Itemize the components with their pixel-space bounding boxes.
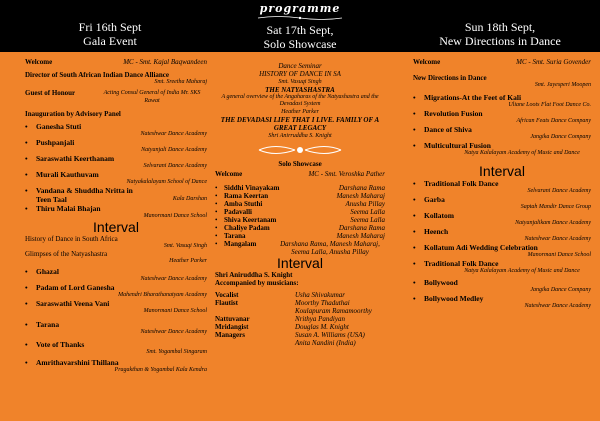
director-name: Smt. Sreetha Maharaj <box>154 79 207 85</box>
list-item: • Multicultural Fusion Natya Kalalayam Academy of Music and Dance <box>413 141 580 156</box>
list-item: • Tarana Nateshwar Dance Academy <box>25 320 207 335</box>
history-presenter: Smt. Vasuqi Singh <box>163 243 207 249</box>
sunday-items-2 <box>413 179 591 310</box>
seminar-label: Dance Seminar <box>278 62 322 70</box>
header-right-line1: Sun 18th Sept, <box>464 20 536 34</box>
gala-items-1 <box>25 122 207 220</box>
list-item: • Ghazal Nateshwar Dance Academy <box>25 267 207 282</box>
list-item: • Traditional Folk Dance Natya Kalalayam Academy of Music and Dance <box>413 259 580 274</box>
list-item: • Mangalam Darshana Rama, Manesh Maharaj, Seema Lalla, Anusha Pillay <box>215 240 380 256</box>
musician-row: Flautist Moorthy Thaduthai <box>215 299 350 307</box>
musician-row: Nattuvanar Nrithya Pandiyan <box>215 315 345 323</box>
musician-row: Vocalist Usha Shivakumar <box>215 291 345 299</box>
musicians-list <box>215 291 385 347</box>
welcome-row <box>215 170 385 178</box>
seminar-title-3: THE DEVADASI LIFE THAT I LIVE. FAMILY OF A GREAT LEGACY <box>220 116 380 132</box>
solo-items <box>215 184 385 256</box>
list-item: • Pushpanjali Natyanjali Dance Academy <box>25 138 207 153</box>
list-item: • Ganesha Stuti Nateshwar Dance Academy <box>25 122 207 137</box>
glimpses-label: Glimpses of the Natyashastra <box>25 250 108 258</box>
logo-ornament <box>256 15 344 21</box>
seminar-presenter-2: Heather Parker <box>281 109 319 115</box>
knight-label: Shri Aniruddha S. Knight <box>215 271 293 279</box>
seminar-presenter-1: Smt. Vasuqi Singh <box>278 79 322 85</box>
musician-row: Anita Nandini (India) <box>295 339 356 347</box>
header-right-line2: New Directions in Dance <box>439 34 561 48</box>
header-left <box>35 20 185 48</box>
list-item: • Padavalli Seema Lalla <box>215 208 385 216</box>
welcome-row <box>25 58 207 66</box>
list-item: • Revolution Fusion African Feats Dance Company <box>413 109 591 124</box>
seminar-presenter-3: Shri Anirruddha S. Knight <box>268 133 332 139</box>
welcome-label: Welcome <box>413 58 441 66</box>
solo-showcase-label: Solo Showcase <box>278 160 322 168</box>
list-item: • Amrithavarshini Thillana Pragakthan & Yogambal Kala Kendra <box>25 358 207 373</box>
list-item: • Chaliye Padam Darshana Rama <box>215 224 385 232</box>
list-item: • Shiva Keertanam Seema Lalla <box>215 216 385 224</box>
list-item: • Heench Nateshwar Dance Academy <box>413 227 591 242</box>
new-directions-presenter: Smt. Jayesperi Moopen <box>534 82 591 88</box>
list-item: • Bollywood Jangika Dance Company <box>413 278 591 293</box>
header-middle-line1: Sat 17th Sept, <box>266 23 334 37</box>
list-item: • Kollatum Adi Wedding Celebration Manormani Dance School <box>413 243 591 258</box>
header-middle-line2: Solo Showcase <box>263 37 337 51</box>
director-label: Director of South African Indian Dance Alliance <box>25 71 170 79</box>
musician-row: Managers Susan A. Williams (USA) <box>215 331 365 339</box>
seminar-title-2: THE NATYASHASTRA <box>265 86 335 94</box>
guest-name: Acting Consul General of India Mr. SKS Rawat <box>103 90 201 104</box>
history-label: History of Dance in South Africa <box>25 235 118 243</box>
welcome-mc: MC - Smt. Veroshka Pather <box>308 170 385 178</box>
guest-row <box>25 89 207 105</box>
list-item: • Murali Kauthuvam Natyakalalayam School of Dance <box>25 170 207 185</box>
programme-logo: programme <box>259 2 341 15</box>
musician-row: Koulapuram Ramamoorthy <box>295 307 372 315</box>
header-left-line1: Fri 16th Sept <box>78 20 142 34</box>
list-item: • Migrations-At the Feet of Kali Uliane Loots Flat Foot Dance Co. <box>413 93 591 108</box>
list-item: • Amba Stuthi Anusha Pillay <box>215 200 385 208</box>
list-item: • Rama Keertan Manesh Maharaj <box>215 192 385 200</box>
welcome-label: Welcome <box>25 58 53 66</box>
column-saturday <box>215 58 385 347</box>
column-sunday <box>413 58 591 310</box>
header-right <box>410 20 590 48</box>
seminar-title-1: HISTORY OF DANCE IN SA <box>259 70 341 78</box>
header-middle <box>230 23 370 51</box>
sunday-items-1 <box>413 93 591 157</box>
list-item: • Bollywood Medley Nateshwar Dance Academy <box>413 294 591 309</box>
welcome-row <box>413 58 591 66</box>
interval-heading: Interval <box>277 255 323 271</box>
list-item: • Vote of Thanks Smt. Yogambal Singaram <box>25 340 207 355</box>
new-directions-label: New Directions in Dance <box>413 74 487 82</box>
welcome-label: Welcome <box>215 170 243 178</box>
list-item: • Siddhi Vinayakam Darshana Rama <box>215 184 385 192</box>
list-item: • Dance of Shiva Jangika Dance Company <box>413 125 591 140</box>
musician-row: Mridangist Douglas M. Knight <box>215 323 349 331</box>
glimpses-presenter: Heather Parker <box>169 258 207 264</box>
welcome-mc: MC - Smt. Suria Govender <box>516 58 591 66</box>
interval-heading: Interval <box>93 219 139 235</box>
list-item: • Saraswathi Veena Vani Manormani Dance School <box>25 299 207 314</box>
interval-heading: Interval <box>479 163 525 179</box>
divider-ornament <box>255 143 345 157</box>
list-item: • Tarana Manesh Maharaj <box>215 232 385 240</box>
accompanied-label: Accompanied by musicians: <box>215 279 299 287</box>
welcome-mc: MC - Smt. Kajal Baqwandeen <box>123 58 207 66</box>
list-item: • Saraswathi Keerthanam Selvarani Dance Academy <box>25 154 207 169</box>
inauguration-label: Inauguration by Advisory Panel <box>25 110 121 118</box>
gala-items-2 <box>25 267 207 374</box>
list-item: • Vandana & Shuddha Nritta in Teen Taal Kala Darshan <box>25 186 207 204</box>
seminar-description: A general overview of the Angaharas of the Natyashastra and the Devadasi System <box>221 94 379 107</box>
guest-label: Guest of Honour <box>25 89 76 97</box>
list-item: • Kollatom Natyanjalikam Dance Academy <box>413 211 591 226</box>
list-item: • Padam of Lord Ganesha Mahendri Bharathanatyam Academy <box>25 283 207 298</box>
list-item: • Garba Saptah Mandir Dance Group <box>413 195 591 210</box>
list-item: • Thiru Malai Bhajan Manormani Dance School <box>25 204 207 219</box>
list-item: • Traditional Folk Dance Selvarani Dance Academy <box>413 179 591 194</box>
column-friday <box>25 58 207 374</box>
header-left-line2: Gala Event <box>83 34 137 48</box>
